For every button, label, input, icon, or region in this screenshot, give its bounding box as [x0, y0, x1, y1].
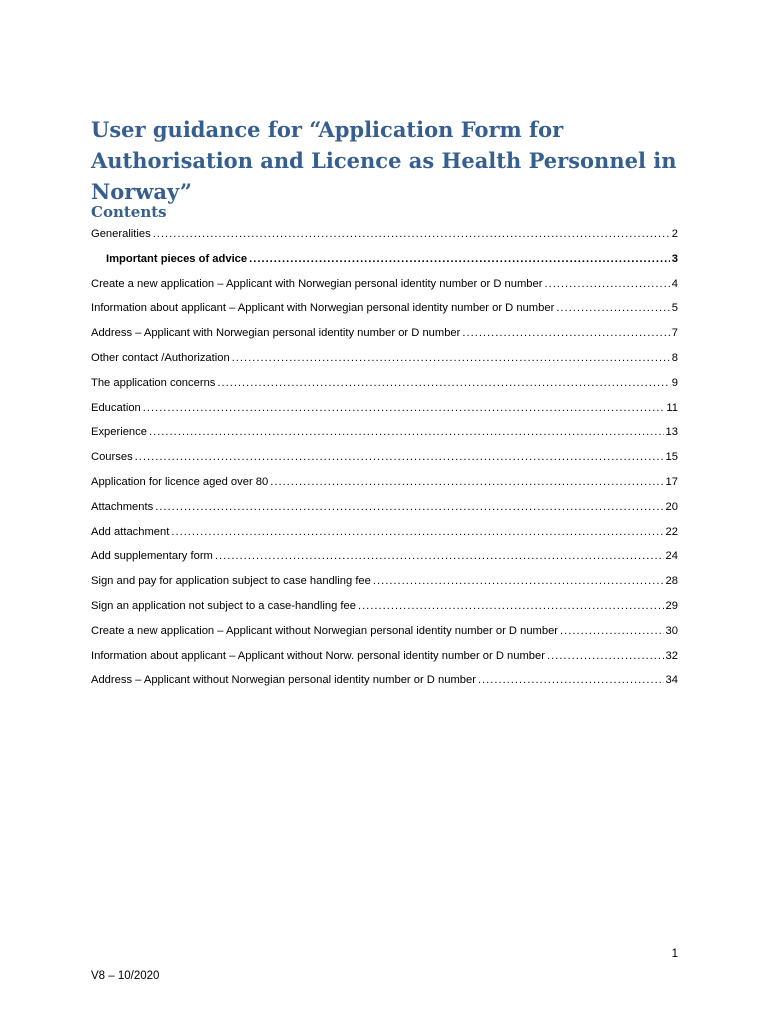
toc-entry-page: 7: [671, 327, 678, 340]
toc-entry-page: 13: [665, 426, 678, 439]
toc-entry-page: 29: [665, 599, 678, 612]
toc-dot-leader: [217, 373, 669, 393]
toc-entry[interactable]: [91, 323, 678, 348]
toc-entry-label: Application for licence aged over 80: [91, 475, 269, 488]
toc-dot-leader: [249, 249, 670, 269]
toc-entry-page: 9: [671, 376, 678, 389]
toc-entry[interactable]: [91, 373, 678, 398]
toc-entry-label: Address – Applicant without Norwegian personal identity number or D number: [91, 674, 476, 687]
toc-dot-leader: [373, 571, 664, 591]
toc-dot-leader: [215, 546, 664, 566]
toc-entry-page: 8: [671, 351, 678, 364]
toc-entry-page: 32: [665, 649, 678, 662]
toc-entry[interactable]: [91, 274, 678, 299]
toc-entry-label: Information about applicant – Applicant without Norw. personal identity number or D number: [91, 649, 545, 662]
toc-entry-label: Experience: [91, 426, 147, 439]
toc-entry[interactable]: [91, 522, 678, 547]
toc-entry-label: Add attachment: [91, 525, 170, 538]
toc-dot-leader: [547, 646, 664, 666]
toc-entry-label: Generalities: [91, 228, 151, 240]
version-footer: V8 – 10/2020: [91, 970, 160, 982]
page-number: 1: [671, 948, 678, 960]
toc-entry-label: Important pieces of advice: [106, 252, 248, 265]
toc-entry[interactable]: [91, 646, 678, 671]
toc-entry-page: 2: [671, 228, 678, 240]
toc-entry-label: Education: [91, 401, 141, 414]
table-of-contents: [91, 224, 678, 695]
toc-entry[interactable]: [91, 596, 678, 621]
toc-entry-page: 15: [665, 451, 678, 464]
toc-entry[interactable]: [91, 348, 678, 373]
toc-dot-leader: [462, 323, 669, 343]
toc-entry-page: 3: [671, 252, 678, 265]
toc-entry[interactable]: [91, 472, 678, 497]
toc-entry[interactable]: [91, 224, 678, 249]
toc-entry-label: Sign an application not subject to a case-handling fee: [91, 599, 356, 612]
toc-dot-leader: [135, 447, 664, 467]
toc-entry-page: 34: [665, 674, 678, 687]
toc-entry[interactable]: [91, 398, 678, 423]
toc-entry[interactable]: [91, 497, 678, 522]
toc-dot-leader: [270, 472, 663, 492]
toc-entry-label: Create a new application – Applicant with Norwegian personal identity number or D number: [91, 277, 543, 290]
toc-entry-page: 22: [665, 525, 678, 538]
toc-dot-leader: [478, 670, 664, 690]
toc-entry-page: 11: [666, 401, 678, 414]
toc-dot-leader: [556, 298, 669, 318]
toc-entry-page: 20: [665, 500, 678, 513]
toc-dot-leader: [544, 274, 669, 294]
toc-dot-leader: [153, 224, 670, 244]
toc-dot-leader: [155, 497, 663, 517]
toc-entry-label: Information about applicant – Applicant with Norwegian personal identity number or D number: [91, 302, 555, 315]
toc-entry-label: The application concerns: [91, 376, 216, 389]
toc-entry[interactable]: [91, 298, 678, 323]
toc-entry[interactable]: [91, 571, 678, 596]
toc-entry-page: 24: [665, 550, 678, 563]
contents-heading: Contents: [91, 203, 167, 221]
toc-entry-page: 4: [671, 277, 678, 290]
toc-entry[interactable]: [91, 621, 678, 646]
toc-dot-leader: [149, 422, 664, 442]
toc-entry[interactable]: [91, 422, 678, 447]
toc-entry-label: Address – Applicant with Norwegian personal identity number or D number: [91, 327, 461, 340]
toc-dot-leader: [232, 348, 670, 368]
toc-entry[interactable]: [91, 447, 678, 472]
toc-entry-label: Courses: [91, 451, 133, 464]
toc-entry-page: 30: [665, 624, 678, 637]
toc-entry[interactable]: [91, 546, 678, 571]
toc-entry-page: 17: [665, 475, 678, 488]
toc-entry-page: 28: [665, 575, 678, 588]
document-title: User guidance for “Application Form for Authorisation and Licence as Health Personnel in Norway”: [91, 117, 677, 204]
toc-dot-leader: [560, 621, 664, 641]
toc-entry-label: Attachments: [91, 500, 154, 513]
toc-entry-page: 5: [671, 302, 678, 315]
toc-entry-label: Sign and pay for application subject to case handling fee: [91, 575, 371, 588]
toc-entry-label: Add supplementary form: [91, 550, 213, 563]
toc-dot-leader: [143, 398, 665, 418]
toc-dot-leader: [358, 596, 664, 616]
toc-dot-leader: [171, 522, 663, 542]
toc-entry-label: Create a new application – Applicant without Norwegian personal identity number or D number: [91, 624, 559, 637]
toc-entry[interactable]: [91, 249, 678, 274]
toc-entry-label: Other contact /Authorization: [91, 351, 230, 364]
toc-entry[interactable]: [91, 670, 678, 695]
